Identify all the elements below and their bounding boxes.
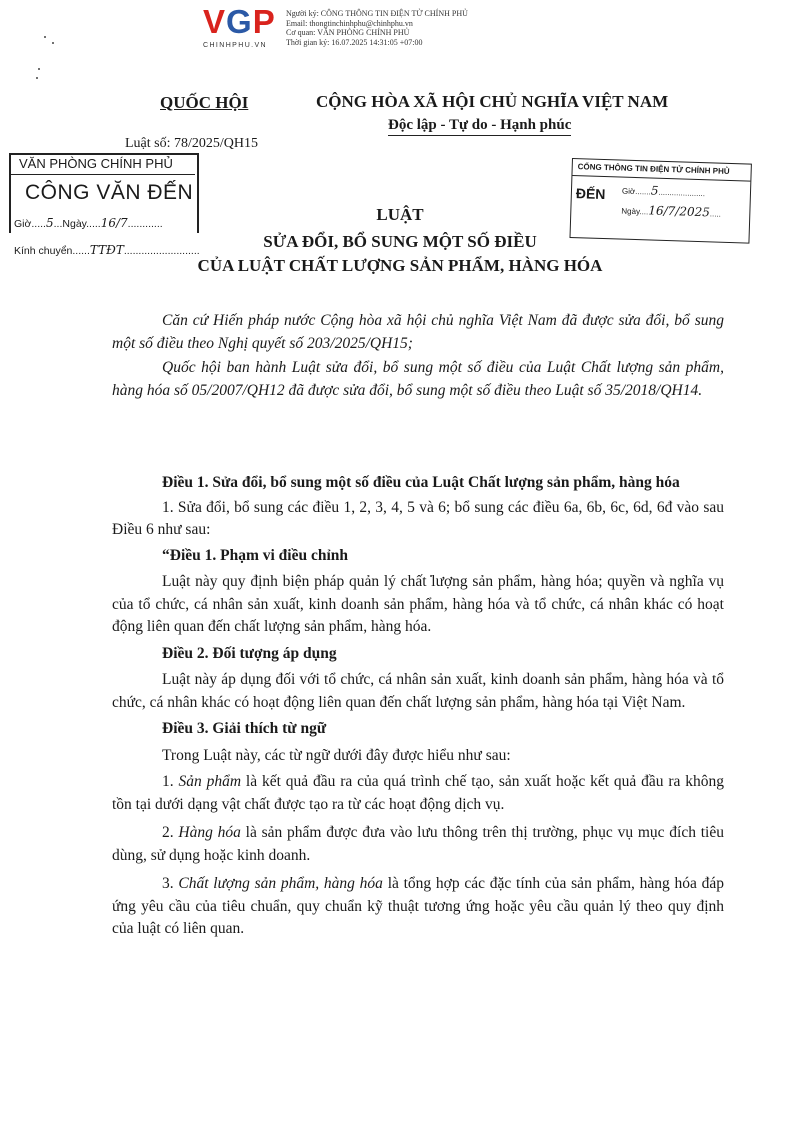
country-name: CỘNG HÒA XÃ HỘI CHỦ NGHĨA VIỆT NAM	[316, 92, 669, 111]
article-1-clause-1: 1. Sửa đổi, bổ sung các điều 1, 2, 3, 4, 5 và 6; bổ sung các điều 6a, 6b, 6c, 6d, 6đ vào sau Điều 6 như sau:	[112, 498, 724, 538]
dieu-1-heading: “Điều 1. Phạm vi điều chỉnh	[162, 546, 349, 564]
definition-text: là kết quả đầu ra của quá trình chế tạo, sản xuất hoặc kết quả đầu ra không tồn tại dưới dạng vật chất được tạo ra từ các hoạt động dịch vụ.	[112, 773, 725, 813]
definition-term: Hàng hóa	[178, 824, 241, 841]
definition-term: Chất lượng sản phẩm, hàng hóa	[178, 875, 383, 892]
signature-time: Thời gian ký: 16.07.2025 14:31:05 +07:00	[286, 37, 423, 47]
portal-ngay-label: Ngày	[621, 206, 640, 217]
portal-gio-value: 5	[650, 183, 659, 198]
portal-stamp-ngay-row: Ngày....16/7/2025.....	[621, 203, 722, 220]
portal-stamp-title: CỔNG THÔNG TIN ĐIỆN TỬ CHÍNH PHỦ	[577, 162, 730, 176]
definition-number: 3.	[162, 875, 179, 892]
definition-item	[112, 771, 724, 816]
preamble	[112, 310, 724, 402]
vgp-logo: VGP	[203, 3, 276, 40]
stamp-title: CÔNG VĂN ĐẾN	[25, 181, 194, 204]
scan-speck	[44, 36, 46, 38]
dieu-3-heading: Điều 3. Giải thích từ ngữ	[162, 720, 327, 737]
portal-gio-label: Giờ	[621, 186, 636, 197]
law-title: LUẬT	[376, 205, 424, 224]
stamp-divider	[9, 174, 195, 175]
portal-stamp-gio-row: Giờ.......5.....................	[621, 183, 706, 199]
portal-received-stamp	[569, 158, 751, 244]
portal-stamp-divider	[572, 175, 750, 182]
definition-text: là tổng hợp các đặc tính của sản phẩm, hàng hóa đáp ứng yêu cầu của tiêu chuẩn, quy chuẩn kỹ thuật tương ứng hoặc yêu cầu quản lý theo quy định của luật có liên quan.	[112, 875, 725, 937]
article-1-heading: Điều 1. Sửa đổi, bổ sung một số điều của Luật Chất lượng sản phẩm, hàng hóa	[162, 474, 680, 491]
stamp-ngay-label: Ngày	[62, 218, 87, 230]
definition-item	[112, 873, 724, 941]
stamp-office: VĂN PHÒNG CHÍNH PHỦ	[19, 156, 173, 171]
definition-term: Sản phẩm	[178, 773, 242, 790]
definition-number: 2.	[162, 824, 179, 841]
scan-speck	[38, 68, 40, 70]
signature-agency: Cơ quan: VĂN PHÒNG CHÍNH PHỦ	[286, 28, 410, 37]
stamp-forward-row: Kính chuyển......TTĐT..........................	[14, 243, 200, 257]
article-1	[112, 472, 724, 941]
portal-stamp-den: ĐẾN	[575, 185, 606, 203]
preamble-basis: Căn cứ Hiến pháp nước Cộng hòa xã hội chủ nghĩa Việt Nam đã được sửa đổi, bổ sung một số điều theo Nghị quyết số 203/2025/QH15;	[112, 312, 724, 352]
digital-signature	[286, 9, 468, 47]
scan-speck	[36, 77, 38, 79]
dieu-1-text: Luật này quy định biện pháp quản lý chất lượng sản phẩm, hàng hóa; quyền và nghĩa vụ của tổ chức, cá nhân sản xuất, kinh doanh sản phẩm, hàng hóa và tổ chức, cá nhân khác có hoạt động liên quan đến chất lượng sản phẩm, hàng hóa.	[112, 573, 724, 635]
stamp-gio-label: Giờ	[14, 218, 32, 230]
stamp-kinh-chuyen-value: TTĐT	[89, 243, 124, 257]
stamp-gio-value: 5	[45, 216, 54, 230]
definition-item	[112, 822, 724, 867]
dieu-2-text: Luật này áp dụng đối với tổ chức, cá nhân sản xuất, kinh doanh sản phẩm, hàng hóa và tổ chức, cá nhân khác có hoạt động liên quan đến chất lượng sản phẩm, hàng hóa tại Việt Nam.	[112, 671, 724, 711]
dieu-3-intro: Trong Luật này, các từ ngữ dưới đây được hiểu như sau:	[162, 746, 511, 764]
signature-signer: Người ký: CÔNG THÔNG TIN ĐIỆN TỬ CHÍNH PHỦ	[286, 9, 468, 18]
signature-email: Email: thongtinchinhphu@chinhphu.vn	[286, 18, 413, 28]
scan-speck	[52, 42, 54, 44]
definition-number: 1.	[162, 773, 179, 790]
stamp-ngay-value: 16/7	[100, 216, 128, 230]
law-subtitle-line1: SỬA ĐỔI, BỔ SUNG MỘT SỐ ĐIỀU	[263, 232, 537, 251]
stamp-time-row: Giờ.....5...Ngày.....16/7............	[14, 216, 163, 230]
vgp-logo-subtitle: CHINHPHU.VN	[203, 42, 268, 49]
stamp-kinh-chuyen-label: Kính chuyển	[14, 245, 73, 257]
dieu-2-heading: Điều 2. Đối tượng áp dụng	[162, 644, 337, 662]
issuer-name: QUỐC HỘI	[160, 93, 249, 112]
portal-ngay-value: 16/7/2025	[648, 203, 711, 220]
national-motto: Độc lập - Tự do - Hạnh phúc	[388, 117, 571, 136]
law-number: Luật số: 78/2025/QH15	[125, 136, 258, 151]
law-subtitle-line2: CỦA LUẬT CHẤT LƯỢNG SẢN PHẨM, HÀNG HÓA	[197, 256, 603, 275]
preamble-enactment: Quốc hội ban hành Luật sửa đổi, bổ sung một số điều của Luật Chất lượng sản phẩm, hàng hóa số 05/2007/QH12 đã được sửa đổi, bổ sung một số điều theo Luật số 35/2018/QH14.	[112, 359, 724, 399]
definition-text: là sản phẩm được đưa vào lưu thông trên thị trường, phục vụ mục đích tiêu dùng, sử dụng hoặc kinh doanh.	[112, 824, 724, 864]
